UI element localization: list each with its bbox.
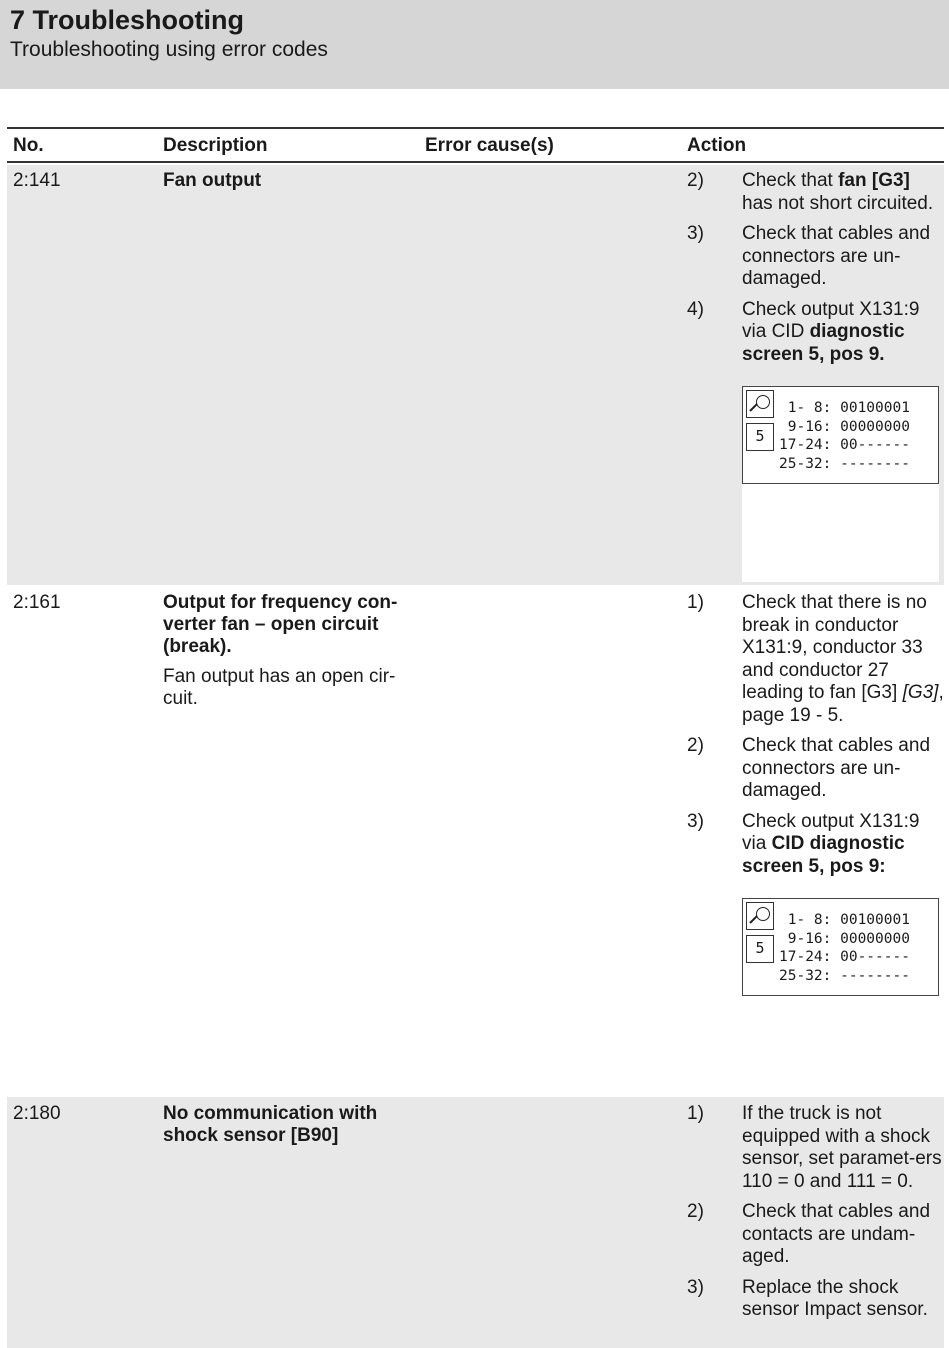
action-list bbox=[687, 592, 944, 996]
diagnostic-screen bbox=[742, 386, 939, 484]
action-list bbox=[687, 1103, 944, 1330]
column-header-description: Description bbox=[163, 135, 268, 156]
table-row bbox=[7, 586, 944, 1096]
chapter-title: 7 Troubleshooting bbox=[10, 5, 244, 35]
action-step: 2) Check that cables and contacts are undam-aged. bbox=[687, 1201, 931, 1267]
error-code: 2:161 bbox=[13, 592, 61, 613]
column-header-cause: Error cause(s) bbox=[425, 135, 554, 156]
action-list bbox=[687, 170, 944, 582]
magnifier-icon bbox=[746, 902, 774, 930]
diagnostic-screen bbox=[742, 898, 939, 996]
error-title: Output for frequency con-verter fan – open circuit (break). bbox=[163, 592, 398, 657]
error-code: 2:141 bbox=[13, 170, 61, 191]
action-step: 1) If the truck is not equipped with a shock sensor, set paramet-ers 110 = 0 and 111 = 0. bbox=[687, 1103, 942, 1192]
table-row bbox=[7, 1097, 944, 1348]
column-header-action: Action bbox=[687, 135, 747, 156]
error-code: 2:180 bbox=[13, 1103, 61, 1124]
screen-background bbox=[742, 484, 939, 582]
action-step: 2) Check that fan [G3] has not short circuited. bbox=[687, 170, 934, 214]
magnifier-icon bbox=[746, 390, 774, 418]
action-step: 3) Check that cables and connectors are un-damaged. bbox=[687, 223, 931, 289]
error-description bbox=[163, 592, 413, 710]
diagnostic-lines: 1- 8: 00100001 9-16: 00000000 17-24: 00------ 25-32: -------- bbox=[779, 400, 910, 472]
action-step: 3) Replace the shock sensor Impact sensor. bbox=[687, 1276, 928, 1320]
error-title: No communication with shock sensor [B90] bbox=[163, 1103, 378, 1146]
column-header-no: No. bbox=[13, 135, 44, 156]
error-description bbox=[163, 170, 413, 192]
error-description bbox=[163, 1103, 413, 1147]
action-step: 1) Check that there is no break in conductor X131:9, conductor 33 and conductor 27 leading to fan [G3] [G3], page 19 - 5. bbox=[687, 592, 944, 726]
diagnostic-lines: 1- 8: 00100001 9-16: 00000000 17-24: 00------ 25-32: -------- bbox=[779, 912, 910, 984]
page-number-box: 5 bbox=[746, 935, 774, 963]
action-step: 4) Check output X131:9 via CID diagnostic screen 5, pos 9. bbox=[687, 298, 920, 365]
page-header bbox=[0, 0, 949, 89]
table-row bbox=[7, 165, 944, 585]
error-title: Fan output bbox=[163, 170, 262, 191]
page-number-box: 5 bbox=[746, 423, 774, 451]
action-step: 3) Check output X131:9 via CID diagnostic screen 5, pos 9: bbox=[687, 810, 920, 877]
section-subtitle: Troubleshooting using error codes bbox=[10, 38, 328, 61]
table-header bbox=[7, 127, 944, 163]
action-step: 2) Check that cables and connectors are un-damaged. bbox=[687, 735, 931, 801]
error-text: Fan output has an open cir-cuit. bbox=[163, 666, 396, 709]
